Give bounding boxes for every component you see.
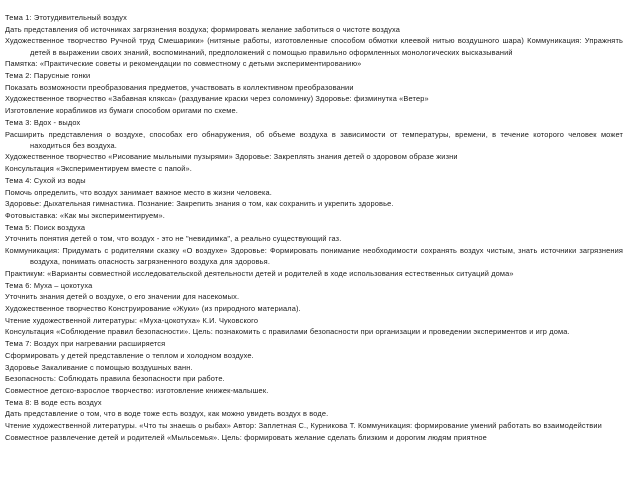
paragraph: Художественное творчество Конструирование «Жуки» (из природного материала). [5,304,301,314]
document-body [5,12,623,444]
paragraph: Здоровье Закаливание с помощью воздушных ванн. [5,362,193,372]
paragraph: Показать возможности преобразования предметов, участвовать в коллективном преобразовании [5,82,354,92]
topic-heading: Тема 7: Воздух при нагревании расширяется [5,339,166,349]
paragraph: Сформировать у детей представление о теплом и холодном воздухе. [5,350,254,360]
paragraph: Консультация «Соблюдение правил безопасности». Цель: познакомить с правилами безопасности при организации и проведении экспериментов и игр дома. [5,327,570,337]
topic-heading: Тема 3: Вдох - выдох [5,117,81,127]
paragraph: Консультация «Экспериментируем вместе с папой». [5,164,193,174]
paragraph: Чтение художественной литературы. «Что ты знаешь о рыбах» Автор: Заплетная С., Курникова Т. Коммуникация: формирование умений работать во взаимодействии [5,421,602,431]
paragraph: Помочь определить, что воздух занимает важное место в жизни человека. [5,187,272,197]
topic-heading: Тема 2: Парусные гонки [5,71,91,81]
paragraph: Коммуникация: Придумать с родителями сказку «О воздухе» Здоровье: Формировать понимание необходимости сохранять воздух чистым, знать источники загрязнения воздуха, понимать опасность загрязненного воздуха для здоровья. [5,246,623,267]
paragraph: Художественное творчество Ручной труд Смешарики» (нитяные работы, изготовленные способом обмотки клеевой нитью воздушного шара) Коммуникация: Упражнять детей в выражении своих знаний, воспоминаний, предположений с помощью правильно оформленных монологических высказываний [5,36,623,57]
paragraph: Совместное развлечение детей и родителей «Мыльсемья». Цель: формировать желание сделать близким и дорогим людям приятное [5,432,487,442]
paragraph: Дать представления об источниках загрязнения воздуха; формировать желание заботиться о чистоте воздуха [5,24,401,34]
topic-heading: Тема 6: Муха – цокотуха [5,280,93,290]
topic-heading: Тема 1: Этотудивительный воздух [5,13,127,22]
paragraph: Уточнить знания детей о воздухе, о его значении для насекомых. [5,292,240,302]
paragraph: Художественное творчество «Рисование мыльными пузырями» Здоровье: Закреплять знания детей о здоровом образе жизни [5,152,458,162]
paragraph: Уточнить понятия детей о том, что воздух - это не "невидимка", а реально существующий газ. [5,234,342,244]
topic-heading: Тема 4: Сухой из воды [5,175,86,185]
paragraph: Совместное детско-взрослое творчество: изготовление книжек-малышек. [5,386,269,395]
paragraph: Практикум: «Варианты совместной исследовательской деятельности детей и родителей в ходе использования естественных ситуаций дома» [5,268,514,278]
paragraph: Дать представление о том, что в воде тоже есть воздух, как можно увидеть воздух в воде. [5,409,329,419]
paragraph: Памятка: «Практические советы и рекомендации по совместному с детьми экспериментированию» [5,59,362,69]
paragraph: Безопасность: Соблюдать правила безопасности при работе. [5,374,225,384]
paragraph: Расширить представления о воздухе, способах его обнаружения, об объеме воздуха в зависимости от температуры, времени, в течение которого человек может находиться без воздуха. [5,129,623,150]
paragraph: Художественное творчество «Забавная клякса» (раздувание краски через соломинку) Здоровье: физминутка «Ветер» [5,94,429,104]
topic-heading: Тема 8: В воде есть воздух [5,397,102,407]
topic-heading: Тема 5: Поиск воздуха [5,222,86,232]
paragraph: Изготовление корабликов из бумаги способом оригами по схеме. [5,106,239,116]
paragraph: Чтение художественной литературы: «Муха-цокотуха» К.И. Чуковского [5,315,259,325]
paragraph: Фотовыставка: «Как мы экспериментируем». [5,210,165,220]
paragraph: Здоровье: Дыхательная гимнастика. Познание: Закрепить знания о том, как сохранить и укрепить здоровье. [5,199,394,209]
